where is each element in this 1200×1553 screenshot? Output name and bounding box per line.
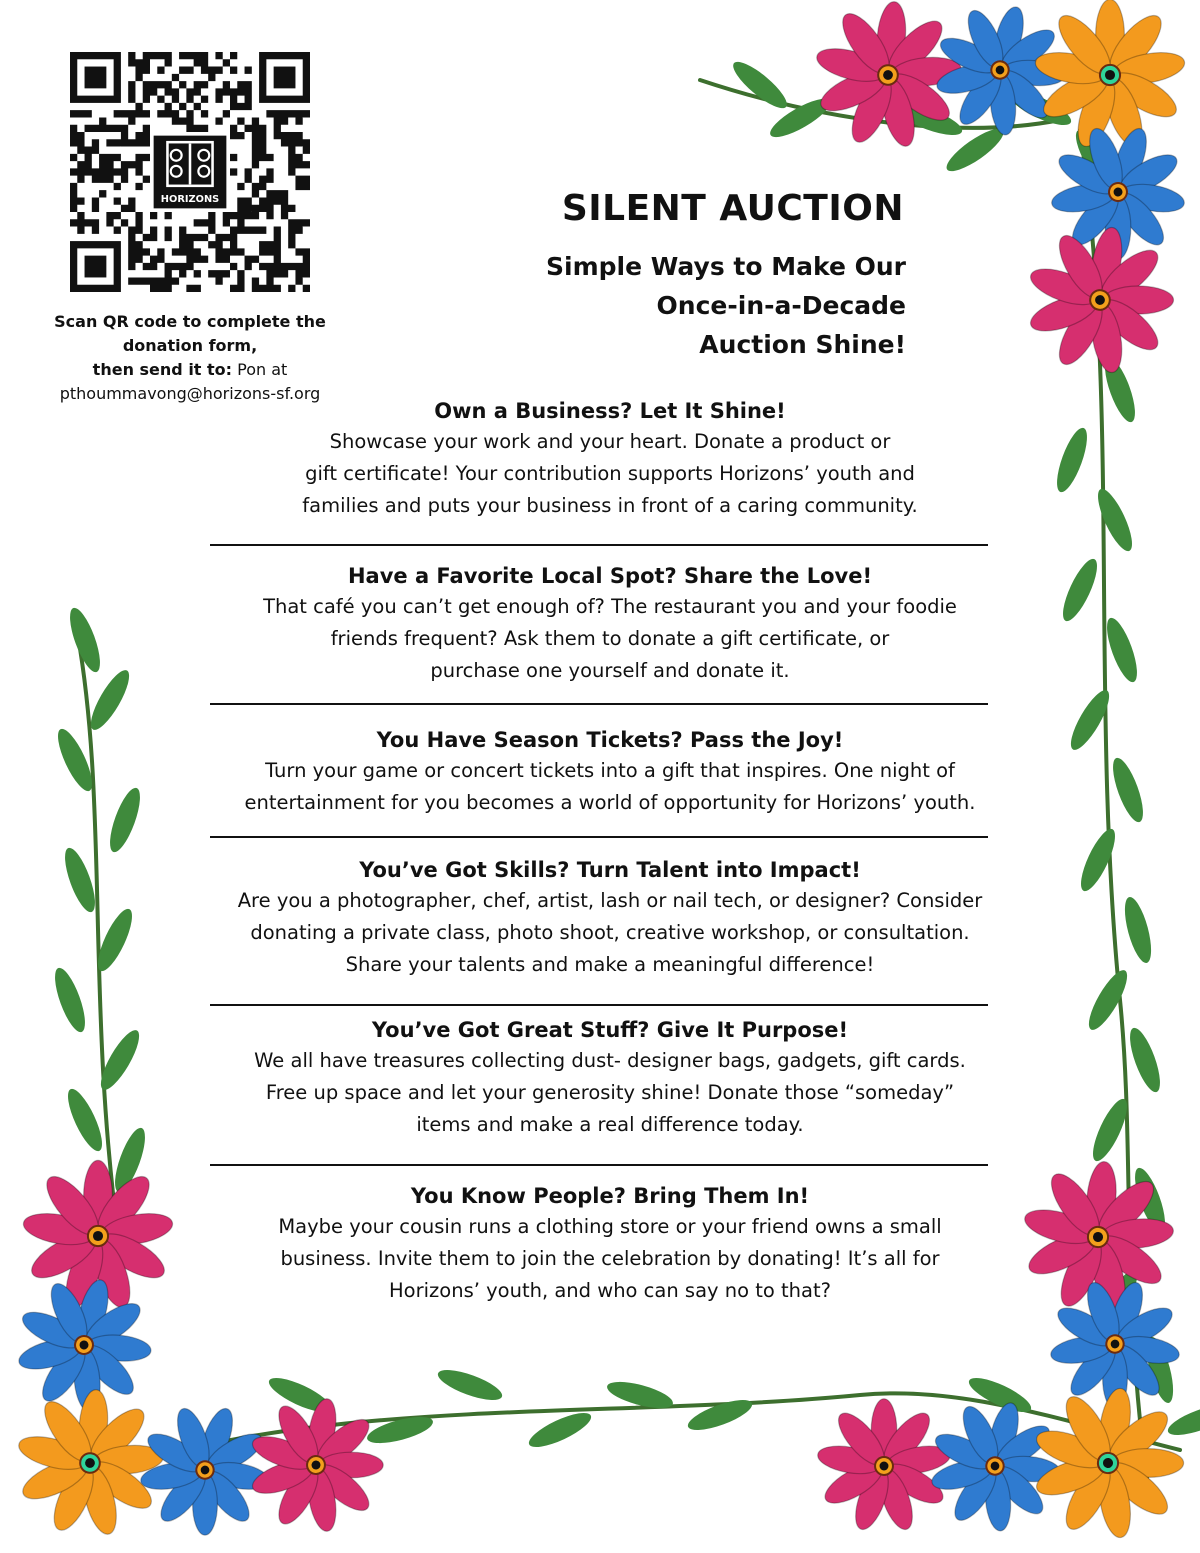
leaf (685, 1394, 756, 1436)
leaf (1057, 555, 1104, 625)
section-line: Free up space and let your generosity shine! Donate those “someday” (265, 1081, 955, 1104)
section-line: Showcase your work and your heart. Donate a product or (329, 430, 891, 453)
leaf (84, 666, 135, 735)
section-heading: You’ve Got Skills? Turn Talent into Impact! (359, 858, 861, 882)
section-heading: You Know People? Bring Them In! (410, 1184, 810, 1208)
leaf (104, 785, 146, 856)
section-line: business. Invite them to join the celebration by donating! It’s all for (280, 1247, 940, 1270)
section-line: friends frequent? Ask them to donate a gift certificate, or (330, 627, 890, 650)
section-line: We all have treasures collecting dust- designer bags, gadgets, gift cards. (254, 1049, 966, 1072)
qr-caption-line2: donation form, (122, 336, 258, 355)
section-divider (210, 1164, 988, 1166)
section-line: gift certificate! Your contribution supports Horizons’ youth and (305, 462, 915, 485)
flower (816, 1399, 953, 1534)
section-heading: Have a Favorite Local Spot? Share the Love! (347, 564, 873, 588)
section-great-stuff (190, 1015, 1030, 1141)
section-heading: You Have Season Tickets? Pass the Joy! (376, 728, 844, 752)
flower (9, 1383, 171, 1543)
leaf (1120, 895, 1157, 966)
section-divider (210, 836, 988, 838)
section-line: items and make a real difference today. (416, 1113, 804, 1136)
leaf (525, 1407, 595, 1454)
subtitle-line: Simple Ways to Make Our (546, 252, 906, 281)
section-line: Are you a photographer, chef, artist, lash or nail tech, or designer? Consider (237, 889, 983, 912)
section-divider (210, 1004, 988, 1006)
leaf (728, 55, 793, 114)
leaf (435, 1364, 506, 1406)
leaf (1124, 1025, 1166, 1096)
section-line: families and puts your business in front of a caring community. (302, 494, 918, 517)
page-title: SILENT AUCTION (561, 188, 904, 229)
leaf (1101, 615, 1143, 686)
section-business (190, 396, 1030, 522)
qr-caption-send-prefix: then send it to: (92, 360, 233, 379)
subtitle-line: Once-in-a-Decade (656, 291, 906, 320)
section-line: Maybe your cousin runs a clothing store or your friend owns a small (278, 1215, 942, 1238)
section-know-people (190, 1181, 1030, 1307)
qr-code[interactable] (70, 52, 310, 292)
qr-caption-send-name: Pon at (232, 360, 288, 379)
qr-caption (30, 310, 350, 406)
leaf (62, 1085, 109, 1155)
flower (237, 1387, 395, 1543)
section-line: That café you can’t get enough of? The restaurant you and your foodie (263, 595, 957, 618)
leaf (1082, 966, 1133, 1035)
flower (1033, 0, 1187, 151)
leaf (49, 965, 91, 1036)
section-divider (210, 703, 988, 705)
section-heading: Own a Business? Let It Shine! (434, 399, 786, 423)
subtitle-line: Auction Shine! (699, 330, 906, 359)
page-subtitle (486, 247, 906, 364)
contact-email[interactable]: pthoummavong@horizons-sf.org (59, 384, 321, 403)
section-divider (210, 544, 988, 546)
section-line: Turn your game or concert tickets into a gift that inspires. One night of (265, 759, 955, 782)
section-heading: You’ve Got Great Stuff? Give It Purpose! (371, 1018, 849, 1042)
leaf (1107, 755, 1149, 826)
section-skills (190, 855, 1030, 981)
section-season-tickets (190, 725, 1030, 819)
section-line: donating a private class, photo shoot, creative workshop, or consultation. (250, 921, 970, 944)
leaf (1075, 825, 1122, 895)
leaf (64, 605, 106, 676)
section-line: purchase one yourself and donate it. (430, 659, 790, 682)
leaf (1092, 485, 1139, 555)
qr-caption-line1: Scan QR code to complete the (54, 312, 326, 331)
qr-badge-label: HORIZONS (160, 193, 220, 205)
section-line: entertainment for you becomes a world of opportunity for Horizons’ youth. (244, 791, 976, 814)
leaf (1051, 425, 1093, 496)
leaf (1165, 1399, 1200, 1441)
section-local-spot (190, 561, 1030, 687)
section-line: Share your talents and make a meaningful difference! (345, 953, 875, 976)
section-line: Horizons’ youth, and who can say no to that? (389, 1279, 831, 1302)
